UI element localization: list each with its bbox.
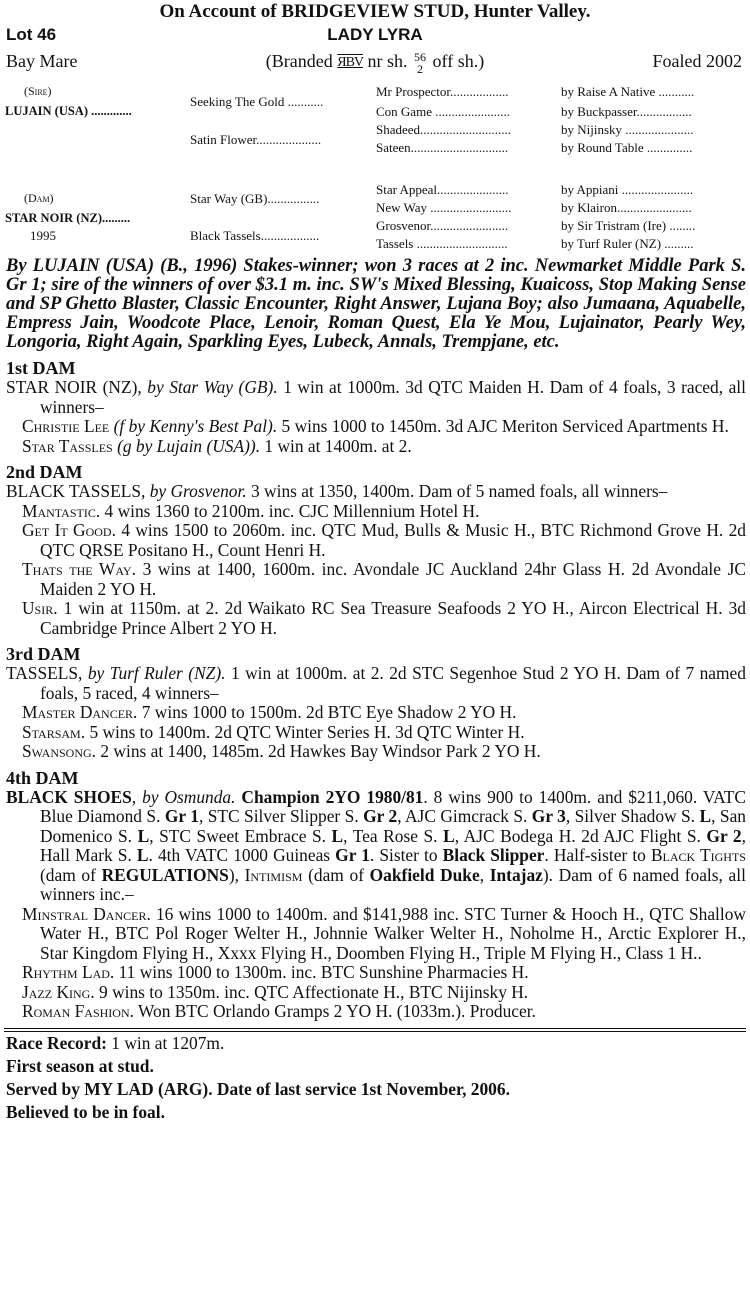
sibling-name: Black Slipper: [442, 845, 545, 865]
listed-grade: L: [136, 845, 149, 865]
g3-ancestor: Sateen..............................: [376, 140, 509, 155]
race-text: ),: [228, 864, 239, 885]
progeny-text: 7 wins 1000 to 1500m. 2d BTC Eye Shadow 2 YO H.: [141, 702, 517, 722]
list-item: [4, 417, 746, 437]
granddam-2: Black Tassels..................: [190, 228, 320, 243]
vendor-line: On Account of BRIDGEVIEW STUD, Hunter Valley.: [159, 1, 591, 22]
progeny-text: 9 wins to 1350m. inc. QTC Affectionate H., BTC Nijinsky H.: [99, 981, 529, 1002]
in-foal-text: Believed to be in foal.: [6, 1101, 165, 1122]
dam-name: STAR NOIR (NZ).........: [5, 211, 131, 225]
brand-prefix: (Branded: [265, 51, 333, 71]
race-text: . 8 wins 900 to 1400m. and $211,060. VATC Blue Diamond S.: [40, 786, 746, 826]
race-record-label: Race Record:: [6, 1032, 107, 1053]
list-item: [4, 437, 746, 457]
g4-ancestor: by Raise A Native ...........: [561, 84, 695, 99]
sibling-name: Intimism: [244, 864, 303, 885]
progeny-name: Thats the Way.: [22, 559, 136, 579]
group-grade: Gr 2: [363, 806, 398, 826]
in-foal-line: [4, 1101, 746, 1124]
list-item: [4, 502, 746, 522]
first-dam-name: STAR NOIR (NZ),: [6, 377, 142, 397]
stakes-winner-name: Oakfield Duke: [369, 864, 480, 885]
race-text: , Tea Rose S.: [343, 825, 438, 846]
list-item: [4, 905, 746, 964]
g4-ancestor: by Nijinsky .....................: [561, 122, 694, 137]
service-line: [4, 1078, 746, 1101]
info-row: [4, 47, 746, 75]
g3-ancestor: New Way .........................: [376, 200, 512, 215]
list-item: [4, 742, 746, 762]
pedigree-table: [4, 75, 746, 255]
listed-grade: L: [331, 825, 344, 846]
second-dam-text: 3 wins at 1350, 1400m. Dam of 5 named foals, all winners–: [251, 481, 668, 501]
group-grade: Gr 1: [164, 806, 199, 826]
progeny-text: Won BTC Orlando Gramps 2 YO H. (1033m.). Producer.: [138, 1001, 536, 1021]
dam-year: 1995: [30, 228, 56, 243]
list-item: [4, 723, 746, 743]
g4-ancestor: by Buckpasser.................: [561, 104, 692, 119]
progeny-name: Master Dancer.: [22, 702, 138, 722]
race-text: ). Dam of 6 named foals, all winners inc.–: [40, 864, 746, 904]
granddam-1: Satin Flower....................: [190, 132, 322, 147]
race-text: , STC Sweet Embrace S.: [149, 825, 326, 846]
progeny-name: Mantastic.: [22, 500, 101, 521]
progeny-name: Usir.: [22, 598, 58, 618]
group-grade: Gr 1: [335, 845, 370, 865]
lot-row: [4, 23, 746, 47]
horse-name: LADY LYRA: [327, 25, 423, 44]
list-item: [4, 703, 746, 723]
progeny-text: 2 wins at 1400, 1485m. 2d Hawkes Bay Windsor Park 2 YO H.: [100, 741, 541, 761]
group-grade: Gr 2: [706, 825, 742, 846]
race-text: . Sister to: [369, 845, 438, 865]
lot-number: Lot 46: [6, 25, 57, 44]
group-grade: Gr 3: [531, 806, 566, 826]
stakes-winner-name: REGULATIONS: [101, 864, 229, 885]
foaled-year: Foaled 2002: [652, 51, 742, 71]
g3-ancestor: Con Game .......................: [376, 104, 510, 119]
progeny-name: Star Tassles: [22, 435, 113, 456]
progeny-text: 5 wins to 1400m. 2d QTC Winter Series H. 3d QTC Winter H.: [89, 721, 525, 742]
progeny-name: Swansong.: [22, 741, 97, 761]
brand-number: [414, 51, 426, 75]
progeny-name: Jazz King.: [22, 981, 95, 1002]
dam-label: (Dam): [24, 191, 54, 205]
third-dam-entry: [4, 664, 746, 703]
progeny-name: Rhythm Lad.: [22, 962, 115, 982]
brand-mid: nr sh.: [367, 51, 408, 71]
service-text: Served by MY LAD (ARG). Date of last service 1st November, 2006.: [6, 1078, 510, 1099]
fourth-dam-entry: BLACK SHOES, by Osmunda. Champion 2YO 1980/81. 8 wins 900 to 1400m. and $211,060. VATC Blue Diamond S. Gr 1, STC Silver Slipper S. Gr 2, AJC Gimcrack S. Gr 3, Silver Shadow S. L, San Domenico S. L, STC Sweet Embrace S. L, Tea Rose S. L, AJC Bodega H. 2d AJC Flight S. Gr 2, Hall Mark S. L. 4th VATC 1000 Guineas Gr 1. Sister to Black Slipper. Half-sister to Black Tights (dam of REGULATIONS), Intimism (dam of Oakfield Duke, Intajaz). Dam of 6 named foals, all winners inc.–: [6, 786, 746, 904]
third-dam-by: by Turf Ruler (NZ).: [87, 663, 226, 683]
progeny-text: 4 wins 1500 to 2060m. inc. QTC Mud, Bulls & Music H., BTC Richmond Grove H. 2d QTC QRSE Positano H., Count Henri H.: [40, 520, 746, 560]
g3-ancestor: Shadeed............................: [376, 122, 512, 137]
brand-number-bottom: 2: [417, 61, 424, 76]
list-item: [4, 560, 746, 599]
race-text: , Silver Shadow S.: [565, 806, 696, 826]
race-text: (dam of: [40, 864, 96, 885]
g3-ancestor: Mr Prospector..................: [376, 84, 509, 99]
brand-suffix: off sh.): [432, 51, 485, 71]
list-item: [4, 1002, 746, 1022]
progeny-by: (f by Kenny's Best Pal).: [113, 416, 278, 436]
fourth-dam-heading: 4th DAM: [6, 767, 79, 788]
g3-ancestor: Star Appeal......................: [376, 182, 509, 197]
race-text: , AJC Gimcrack S.: [397, 806, 528, 826]
first-dam-text: 1 win at 1000m. 3d QTC Maiden H. Dam of 4 foals, 3 raced, all winners–: [40, 377, 746, 417]
g4-ancestor: by Appiani ......................: [561, 182, 694, 197]
list-item: [4, 521, 746, 560]
progeny-name: Get It Good.: [22, 520, 116, 540]
race-text: , AJC Bodega H. 2d AJC Flight S.: [454, 825, 701, 846]
colour-sex: Bay Mare: [6, 51, 78, 71]
g4-ancestor: by Klairon.......................: [561, 200, 692, 215]
fourth-dam-name: BLACK SHOES: [6, 786, 132, 807]
race-text: , STC Silver Slipper S.: [198, 806, 359, 826]
progeny-text: 16 wins 1000 to 1400m. and $141,988 inc. STC Turner & Hooch H., QTC Shallow Water H., BTC Pol Roger Welter H., Johnnie Walker Welter H., Noholme H., Arctic Explorer H., Star Kingdom Flying H., Xxxx Flying H., Doomben Flying H., Triple M Flying H., Class 1 H..: [40, 903, 746, 963]
race-text: , Hall Mark S.: [40, 825, 746, 865]
stud-season-text: First season at stud.: [6, 1055, 154, 1076]
first-dam-by: by Star Way (GB).: [147, 377, 278, 397]
progeny-text: 11 wins 1000 to 1300m. inc. BTC Sunshine Pharmacies H.: [118, 962, 529, 982]
list-item: [4, 983, 746, 1003]
progeny-text: 3 wins at 1400, 1600m. inc. Avondale JC Auckland 24hr Glass H. 2d Avondale JC Maiden 2 YO H.: [40, 559, 746, 599]
brand-number-top: 56: [414, 49, 427, 64]
progeny-text: 5 wins 1000 to 1450m. 3d AJC Meriton Serviced Apartments H.: [281, 416, 729, 436]
sire-name: LUJAIN (USA) .............: [5, 104, 132, 118]
progeny-name: Minstral Dancer.: [22, 903, 151, 924]
race-text: . 4th VATC 1000 Guineas: [148, 845, 331, 865]
stakes-winner-name: Intajaz: [489, 864, 543, 885]
progeny-text: 4 wins 1360 to 2100m. inc. CJC Millennium Hotel H.: [104, 500, 480, 521]
list-item: [4, 599, 746, 638]
race-text: . Half-sister to: [544, 845, 646, 865]
third-dam-text: 1 win at 1000m. at 2. 2d STC Segenhoe Stud 2 YO H. Dam of 7 named foals, 5 raced, 4 winners–: [40, 663, 746, 703]
race-text: , San Domenico S.: [40, 806, 746, 846]
brand-info: [4, 47, 746, 77]
third-dam-name: TASSELS,: [6, 663, 83, 683]
listed-grade: L: [443, 825, 455, 846]
grandsire-1: Seeking The Gold ...........: [190, 94, 324, 109]
fourth-dam-by: by Osmunda.: [142, 786, 236, 807]
progeny-text: 1 win at 1400m. at 2.: [264, 435, 412, 456]
progeny-by: (g by Lujain (USA)).: [117, 435, 261, 456]
champion-title: Champion 2YO 1980/81: [241, 786, 424, 807]
first-dam-heading: 1st DAM: [6, 358, 76, 378]
first-dam-entry: [4, 378, 746, 417]
stud-season-line: [4, 1055, 746, 1078]
second-dam-entry: [4, 482, 746, 502]
second-dam-name: BLACK TASSELS,: [6, 481, 146, 501]
g4-ancestor: by Round Table ..............: [561, 140, 693, 155]
race-record-value: 1 win at 1207m.: [111, 1032, 225, 1053]
sire-label: (Sire): [24, 84, 52, 98]
progeny-name: Christie Lee: [22, 416, 110, 436]
progeny-name: Starsam.: [22, 721, 86, 742]
second-dam-heading: 2nd DAM: [6, 462, 83, 482]
listed-grade: L: [699, 806, 712, 826]
progeny-text: 1 win at 1150m. at 2. 2d Waikato RC Sea Treasure Seafoods 2 YO H., Aircon Electrical H. 3d Cambridge Prince Albert 2 YO H.: [40, 598, 746, 638]
g4-ancestor: by Turf Ruler (NZ) .........: [561, 236, 694, 251]
listed-grade: L: [137, 825, 150, 846]
progeny-name: Roman Fashion.: [22, 1001, 134, 1021]
race-text: ,: [479, 864, 485, 885]
list-item: [4, 963, 746, 983]
sire-summary: By LUJAIN (USA) (B., 1996) Stakes-winner; won 3 races at 2 inc. Newmarket Middle Park S. Gr 1; sire of the winners of over $3.1 m. inc. SW's Mixed Blessing, Kuaicoss, Stop Making Sense and SP Ghetto Blaster, Classic Encounter, Right Answer, Lujana Boy; also Jumaana, Aquabelle, Empress Jain, Woodcote Place, Lenoir, Roman Quest, Ela Ye Mou, Lujainator, Pearly Wey, Longoria, Right Again, Sparkling Eyes, Lubeck, Annals, Trempjane, etc.: [6, 256, 746, 352]
third-dam-heading: 3rd DAM: [6, 644, 81, 664]
g4-ancestor: by Sir Tristram (Ire) ........: [561, 218, 696, 233]
second-dam-by: by Grosvenor.: [149, 481, 247, 501]
race-text: (dam of: [308, 864, 364, 885]
grandsire-2: Star Way (GB)................: [190, 191, 320, 206]
g3-ancestor: Tassels ............................: [376, 236, 508, 251]
brand-mark-icon: ЯВV: [337, 55, 364, 70]
race-record-line: [4, 1032, 746, 1055]
g3-ancestor: Grosvenor........................: [376, 218, 509, 233]
sibling-name: Black Tights: [650, 845, 746, 865]
